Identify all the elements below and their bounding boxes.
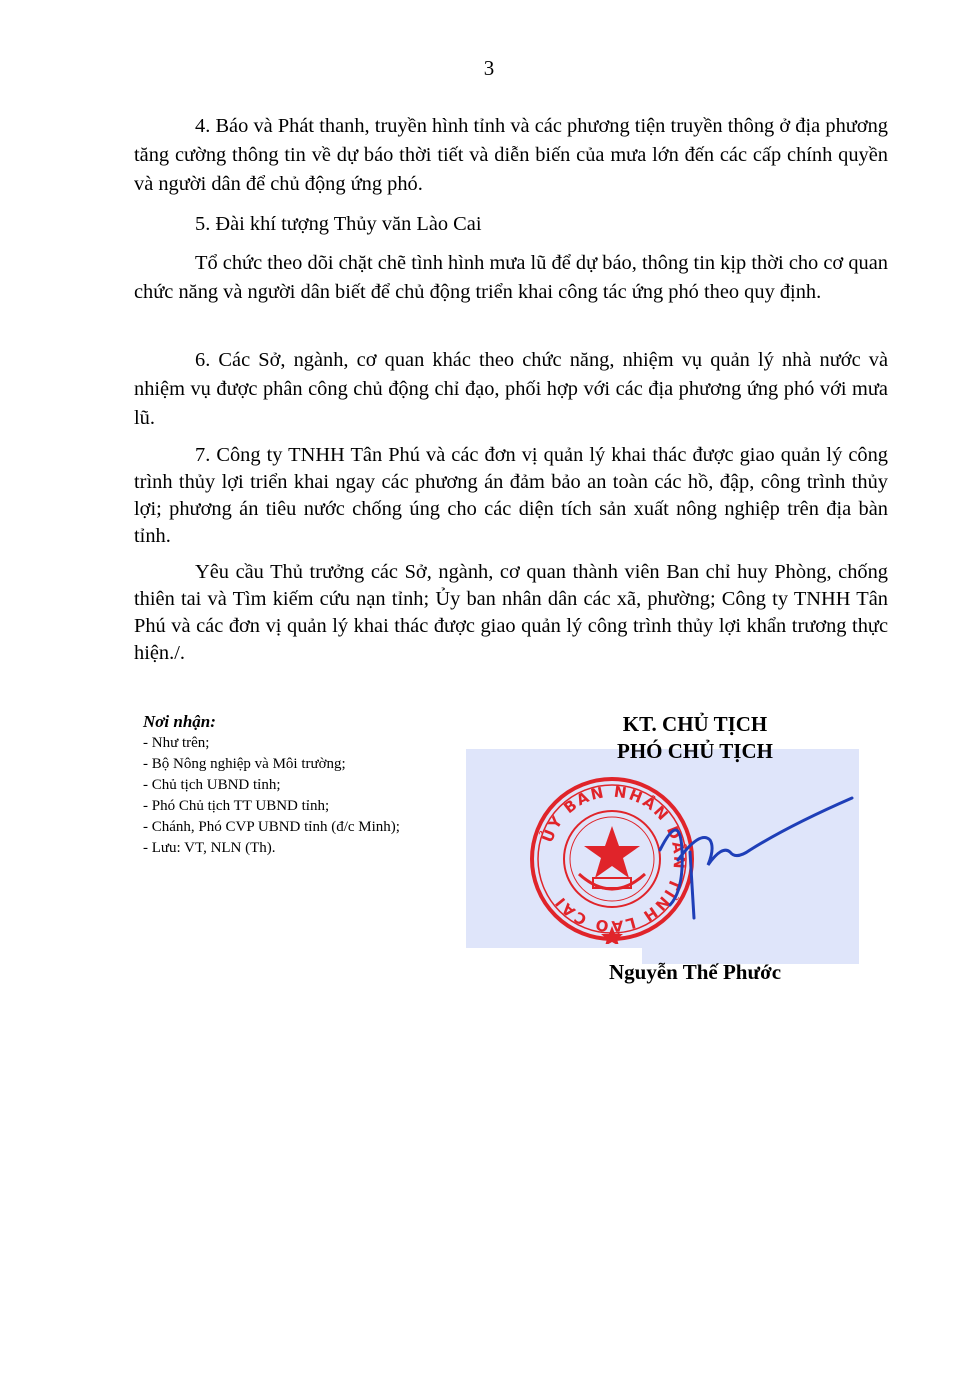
paragraph-7 — [134, 442, 888, 550]
seal-text: ỦY BAN NHÂN DÂN TỈNH LÀO CAI — [538, 782, 689, 936]
signature-title-line1: KT. CHỦ TỊCH — [622, 712, 768, 736]
paragraph-5-heading — [134, 210, 888, 239]
paragraph-4-text: 4. Báo và Phát thanh, truyền hình tỉnh và các phương tiện truyền thông ở địa phương tăng cường thông tin về dự báo thời tiết và diễn biến của mưa lớn đến các cấp chính quyền và người dân để chủ động ứng phó. — [134, 115, 888, 195]
recipient-item: - Lưu: VT, NLN (Th). — [143, 840, 276, 856]
recipients-title: Nơi nhận: — [143, 712, 216, 731]
recipient-item: - Như trên; — [143, 735, 210, 751]
paragraph-4 — [134, 112, 888, 199]
paragraph-6-text: 6. Các Sở, ngành, cơ quan khác theo chức năng, nhiệm vụ quản lý nhà nước và nhiệm vụ được phân công chủ động chỉ đạo, phối hợp với các địa phương ứng phó với mưa lũ. — [134, 349, 888, 429]
page-number: 3 — [483, 56, 495, 80]
closing-paragraph — [134, 559, 888, 667]
handwritten-signature-icon — [640, 790, 860, 930]
recipient-item: - Bộ Nông nghiệp và Môi trường; — [143, 756, 346, 772]
recipients-block — [143, 711, 400, 859]
signature-title-line2: PHÓ CHỦ TỊCH — [617, 739, 773, 763]
paragraph-5 — [134, 249, 888, 307]
paragraph-5-text: Tổ chức theo dõi chặt chẽ tình hình mưa lũ để dự báo, thông tin kịp thời cho cơ quan chức năng và người dân biết để chủ động triển khai công tác ứng phó theo quy định. — [134, 252, 888, 303]
paragraph-5-heading-text: 5. Đài khí tượng Thủy văn Lào Cai — [195, 213, 482, 235]
recipient-item: - Phó Chủ tịch TT UBND tỉnh; — [143, 798, 330, 814]
signer-name: Nguyễn Thế Phước — [608, 960, 782, 984]
recipient-item: - Chủ tịch UBND tỉnh; — [143, 777, 281, 793]
paragraph-6 — [134, 346, 888, 433]
paragraph-7-text: 7. Công ty TNHH Tân Phú và các đơn vị quản lý khai thác được giao quản lý công trình thủy lợi triển khai ngay các phương án đảm bảo an toàn các hồ, đập, công trình thủy lợi; phương án tiêu nước chống úng cho các diện tích sản xuất nông nghiệp trên địa bàn tỉnh. — [134, 444, 888, 547]
closing-paragraph-text: Yêu cầu Thủ trưởng các Sở, ngành, cơ quan thành viên Ban chỉ huy Phòng, chống thiên tai và Tìm kiếm cứu nạn tỉnh; Ủy ban nhân dân các xã, phường; Công ty TNHH Tân Phú và các đơn vị quản lý khai thác được giao quản lý công trình thủy lợi khẩn trương thực hiện./. — [134, 561, 888, 664]
recipient-item: - Chánh, Phó CVP UBND tỉnh (đ/c Minh); — [143, 819, 400, 835]
